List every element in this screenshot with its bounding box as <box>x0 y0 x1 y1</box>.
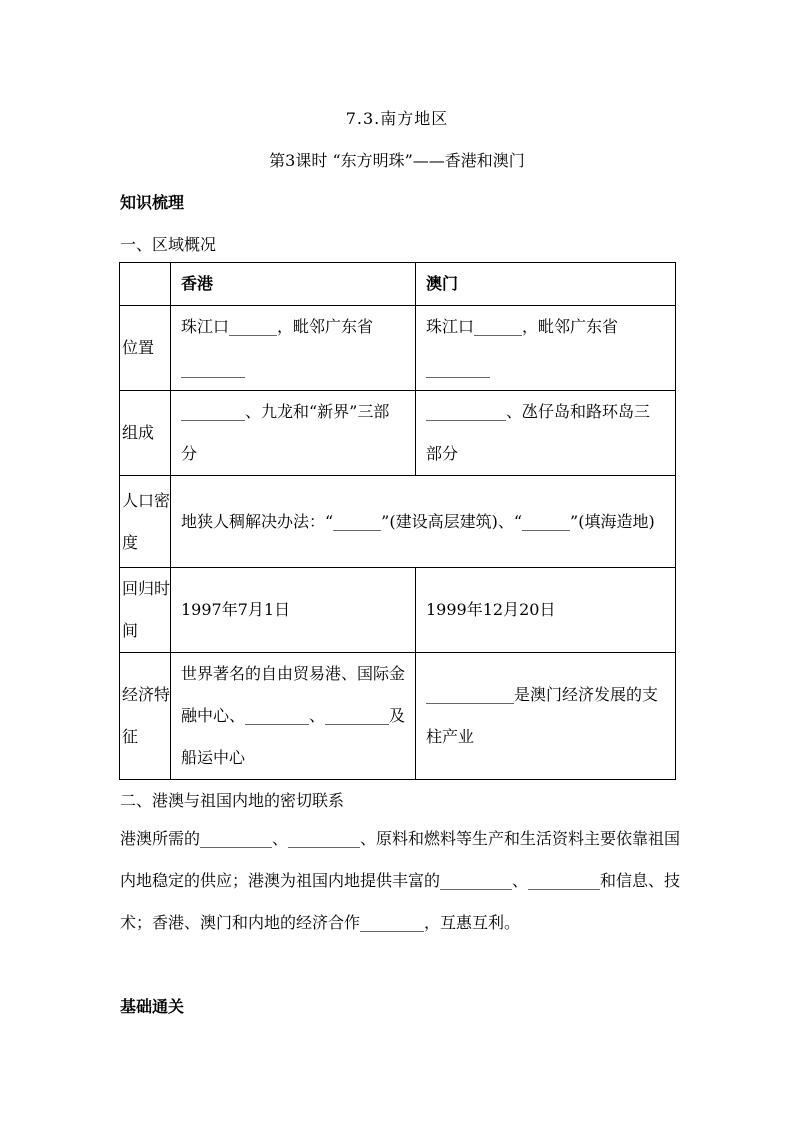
row-label-population: 人口密度 <box>120 476 171 568</box>
table-row-location <box>120 306 676 391</box>
table-row-economy <box>120 653 676 780</box>
table-row-population <box>120 476 676 568</box>
section2-paragraph: 港澳所需的_________、_________、原料和燃料等生产和生活资料主要依靠祖国内地稳定的供应；港澳为祖国内地提供丰富的_________、_________和信息、技术；香港、澳门和内地的经济合作________，互惠互利。 <box>120 829 681 932</box>
cell-hk-economy: 世界著名的自由贸易港、国际金融中心、________、________及船运中心 <box>171 653 416 780</box>
cell-mo-location: 珠江口______，毗邻广东省________ <box>416 306 676 391</box>
row-label-composition: 组成 <box>120 391 171 476</box>
page-subtitle: 第3课时 “东方明珠”——香港和澳门 <box>269 151 525 170</box>
section-knowledge-heading: 知识梳理 <box>120 193 185 212</box>
table-header-macau: 澳门 <box>416 263 676 306</box>
cell-hk-composition: ________、九龙和“新界”三部分 <box>171 391 416 476</box>
region-overview-table <box>119 262 676 780</box>
cell-population-merged: 地狭人稠解决办法：“______”(建设高层建筑)、“______”(填海造地) <box>171 476 676 568</box>
table-row-return-date <box>120 568 676 653</box>
cell-hk-location: 珠江口______，毗邻广东省________ <box>171 306 416 391</box>
cell-mo-composition: __________、氹仔岛和路环岛三部分 <box>416 391 676 476</box>
page-title: 7.3.南方地区 <box>345 109 449 128</box>
table-row-composition <box>120 391 676 476</box>
section1-title: 一、区域概况 <box>120 235 217 254</box>
cell-mo-return-date: 1999年12月20日 <box>416 568 676 653</box>
cell-hk-return-date: 1997年7月1日 <box>171 568 416 653</box>
section-basic-heading: 基础通关 <box>120 997 185 1016</box>
table-header-row <box>120 263 676 306</box>
row-label-return-date: 回归时间 <box>120 568 171 653</box>
cell-mo-economy: ___________是澳门经济发展的支柱产业 <box>416 653 676 780</box>
row-label-economy: 经济特征 <box>120 653 171 780</box>
section2-title: 二、港澳与祖国内地的密切联系 <box>120 791 345 810</box>
table-header-hongkong: 香港 <box>171 263 416 306</box>
row-label-location: 位置 <box>120 306 171 391</box>
table-header-cell-empty <box>120 263 171 306</box>
